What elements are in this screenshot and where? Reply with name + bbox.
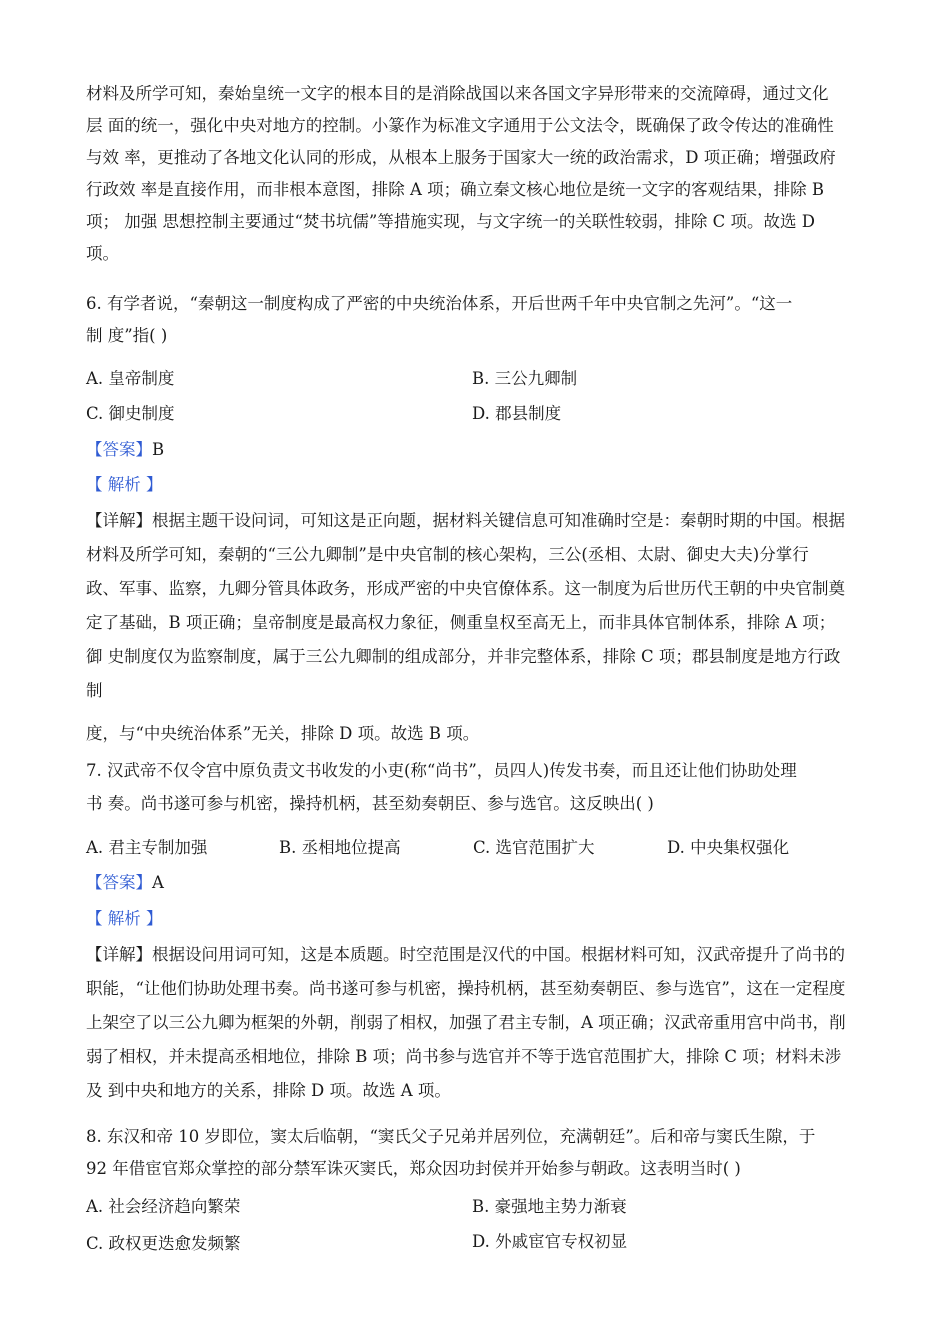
q6-option-d: D. 郡县制度 <box>472 404 562 423</box>
q7-stem: 书 奏。尚书遂可参与机密，操持机柄，甚至劾奏朝臣、参与选官。这反映出( ) <box>86 794 654 813</box>
q6-detail-line <box>86 509 845 533</box>
q6-detail-line: 材料及所学可知，秦朝的“三公九卿制”是中央官制的核心架构，三公(丞相、太尉、御史大夫)分掌行 <box>86 545 809 564</box>
answer-tag: 【答案】 <box>86 440 152 459</box>
q7-detail-line: 及 到中央和地方的关系，排除 D 项。故选 A 项。 <box>86 1081 451 1100</box>
q7-detail-line: 弱了相权，并未提高丞相地位，排除 B 项；尚书参与选官并不等于选官范围扩大，排除 C 项；材料未涉 <box>86 1047 842 1066</box>
q7-option-d: D. 中央集权强化 <box>667 838 790 857</box>
detail-tag: 【详解】 <box>86 945 152 964</box>
q8-option-d: D. 外戚宦官专权初显 <box>472 1232 628 1251</box>
q8-option-a: A. 社会经济趋向繁荣 <box>86 1197 241 1216</box>
q8-stem: 92 年借宦官郑众掌控的部分禁军诛灭窦氏，郑众因功封侯并开始参与朝政。这表明当时( ) <box>86 1159 741 1178</box>
q6-detail-line: 御 史制度仅为监察制度，属于三公九卿制的组成部分，并非完整体系，排除 C 项；郡县制度是地方行政 <box>86 647 841 666</box>
detail-text: 根据主题干设问词，可知这是正向题，据材料关键信息可知准确时空是：秦朝时期的中国。根据 <box>152 511 845 530</box>
detail-text: 根据设问用词可知，这是本质题。时空范围是汉代的中国。根据材料可知，汉武帝提升了尚书的 <box>152 945 845 964</box>
q5-text-line: 项。 <box>86 244 119 263</box>
answer-tag: 【答案】 <box>86 873 152 892</box>
q8-option-b: B. 豪强地主势力渐衰 <box>472 1197 627 1216</box>
q7-option-c: C. 选官范围扩大 <box>473 838 595 857</box>
q7-detail-line: 上架空了以三公九卿为框架的外朝，削弱了相权，加强了君主专制，A 项正确；汉武帝重用宫中尚书，削 <box>86 1013 846 1032</box>
answer-value: B <box>152 440 165 459</box>
q6-stem: 制 度”指( ) <box>86 326 168 345</box>
q5-text-line: 项； 加强 思想控制主要通过“焚书坑儒”等措施实现，与文字统一的关联性较弱，排除 C 项。故选 D <box>86 212 815 231</box>
q7-analysis-tag: 【 解析 】 <box>86 909 163 928</box>
q6-stem: 6. 有学者说，“秦朝这一制度构成了严密的中央统治体系，开后世两千年中央官制之先河”。“这一 <box>86 294 793 313</box>
q6-detail-line: 政、军事、监察，九卿分管具体政务，形成严密的中央官僚体系。这一制度为后世历代王朝的中央官制奠 <box>86 579 845 598</box>
q7-answer <box>86 871 164 895</box>
q6-option-c: C. 御史制度 <box>86 404 175 423</box>
q7-detail-line <box>86 943 845 967</box>
q5-text-line: 与效 率，更推动了各地文化认同的形成，从根本上服务于国家大一统的政治需求，D 项正确；增强政府 <box>86 148 836 167</box>
q6-detail-line: 度，与“中央统治体系”无关，排除 D 项。故选 B 项。 <box>86 724 480 743</box>
q7-stem: 7. 汉武帝不仅令宫中原负责文书收发的小吏(称“尚书”，员四人)传发书奏，而且还让他们协助处理 <box>86 761 797 780</box>
q6-option-b: B. 三公九卿制 <box>472 369 578 388</box>
q6-option-a: A. 皇帝制度 <box>86 369 175 388</box>
q6-detail-line: 定了基础，B 项正确；皇帝制度是最高权力象征，侧重皇权至高无上，而非具体官制体系，排除 A 项； <box>86 613 836 632</box>
q5-text-line: 行政效 率是直接作用，而非根本意图，排除 A 项；确立秦文核心地位是统一文字的客观结果，排除 B <box>86 180 825 199</box>
detail-tag: 【详解】 <box>86 511 152 530</box>
q8-option-c: C. 政权更迭愈发频繁 <box>86 1234 241 1253</box>
q5-text-line: 层 面的统一，强化中央对地方的控制。小篆作为标准文字通用于公文法令，既确保了政令传达的准确性 <box>86 116 834 135</box>
q5-text-line: 材料及所学可知，秦始皇统一文字的根本目的是消除战国以来各国文字异形带来的交流障碍，通过文化 <box>86 84 829 103</box>
q6-answer <box>86 438 164 462</box>
q7-detail-line: 职能，“让他们协助处理书奏。尚书遂可参与机密，操持机柄，甚至劾奏朝臣、参与选官”，这在一定程度 <box>86 979 846 998</box>
answer-value: A <box>152 873 164 892</box>
q8-stem: 8. 东汉和帝 10 岁即位，窦太后临朝，“窦氏父子兄弟并居列位，充满朝廷”。后和帝与窦氏生隙，于 <box>86 1127 816 1146</box>
q7-option-a: A. 君主专制加强 <box>86 838 208 857</box>
q7-option-b: B. 丞相地位提高 <box>279 838 401 857</box>
q6-detail-line: 制 <box>86 681 103 700</box>
q6-analysis-tag: 【 解析 】 <box>86 475 163 494</box>
